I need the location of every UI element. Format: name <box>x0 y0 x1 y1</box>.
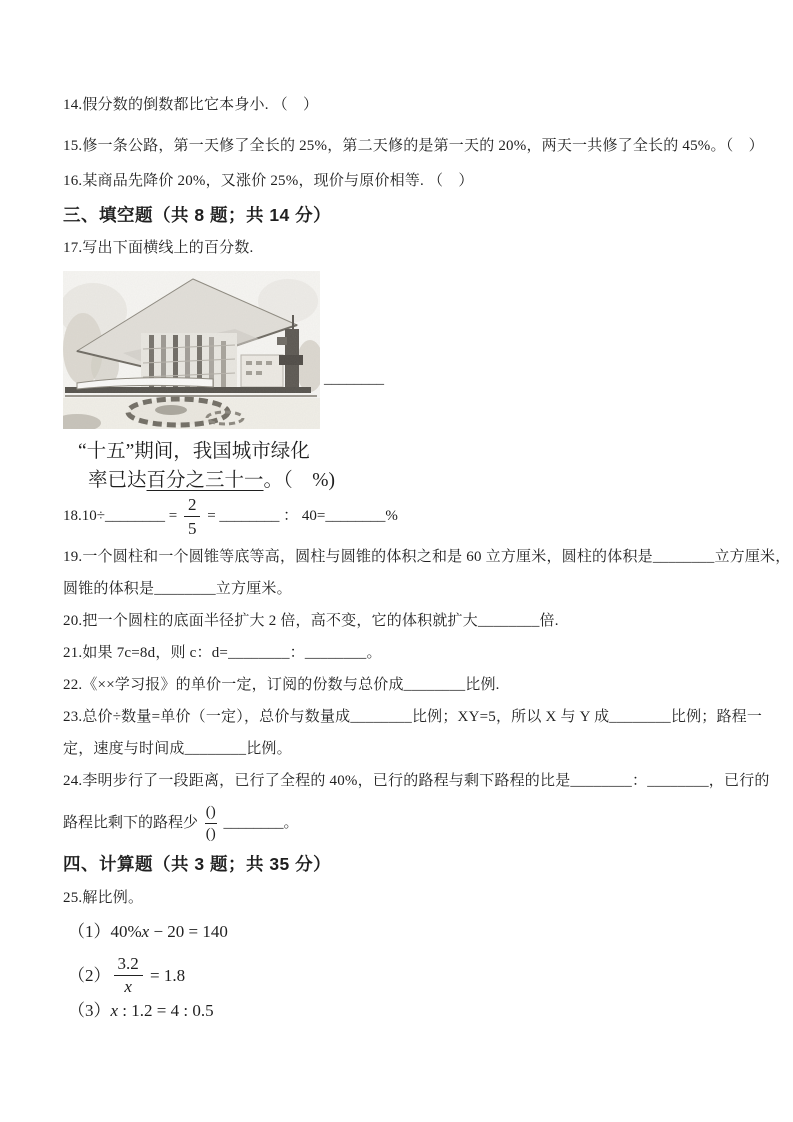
fraction-numerator: 3.2 <box>114 955 143 976</box>
question-17-figure <box>63 271 739 429</box>
fraction-two-fifths <box>184 495 201 538</box>
answer-blank-photo: ________ <box>324 371 384 387</box>
equation-2-label: （2） <box>68 965 111 985</box>
q18-prefix: 18.10÷________ = <box>63 508 181 524</box>
fraction-denominator: () <box>205 826 216 842</box>
section-4-heading: 四、计算题（共 3 题；共 35 分） <box>63 854 332 874</box>
question-22: 22.《××学习报》的单价一定，订阅的份数与总价成________比例. <box>63 677 500 693</box>
question-17: 17.写出下面横线上的百分数. <box>63 240 254 256</box>
equation-1-rest: − 20 = 140 <box>149 922 228 941</box>
question-21: 21.如果 7c=8d，则 c：d=________：________。 <box>63 645 382 661</box>
question-24-line-1: 24.李明步行了一段距离，已行了全程的 40%，已行的路程与剩下路程的比是________：________，已行的 <box>63 773 770 789</box>
caption-underlined-answer: 百分之三十一 <box>146 470 264 491</box>
photo-caption-line-1: “十五”期间，我国城市绿化 <box>78 441 310 462</box>
question-24-line-2 <box>63 804 739 843</box>
equation-2 <box>68 955 739 996</box>
caption-prefix: 率已达 <box>88 470 147 491</box>
building-photo <box>63 271 320 429</box>
caption-suffix: 。（ %) <box>263 470 336 491</box>
question-25-heading: 25.解比例。 <box>63 890 144 906</box>
question-15: 15.修一条公路，第一天修了全长的 25%，第二天修的是第一天的 20%，两天一共修了全长的 45%。（ ） <box>63 138 764 154</box>
variable-x: x <box>141 922 150 941</box>
question-14: 14.假分数的倒数都比它本身小. （ ） <box>63 97 319 113</box>
fraction-numerator: () <box>205 804 217 824</box>
equation-1-coefficient: 40% <box>110 922 142 941</box>
equation-3-label: （3） <box>68 1001 111 1020</box>
fraction-denominator: 5 <box>187 519 197 538</box>
q24-suffix: ________。 <box>219 815 299 831</box>
equation-1 <box>68 921 739 943</box>
equation-2-rest: = 1.8 <box>145 965 186 985</box>
question-19-line-1: 19.一个圆柱和一个圆锥等底等高，圆柱与圆锥的体积之和是 60 立方厘米，圆柱的体积是________立方厘米， <box>63 549 791 565</box>
equation-3 <box>68 1000 739 1022</box>
equation-3-rest: : 1.2 = 4 : 0.5 <box>118 1001 214 1020</box>
question-16: 16.某商品先降价 20%，又涨价 25%，现价与原价相等. （ ） <box>63 173 474 189</box>
question-19-line-2: 圆锥的体积是________立方厘米。 <box>63 581 292 597</box>
question-20: 20.把一个圆柱的底面半径扩大 2 倍，高不变，它的体积就扩大________倍. <box>63 613 559 629</box>
fraction-blank-parens <box>205 804 217 843</box>
fraction-numerator: 2 <box>184 495 201 517</box>
variable-x: x <box>110 1001 119 1020</box>
question-23-line-2: 定，速度与时间成________比例。 <box>63 741 292 757</box>
q18-suffix: = ________ ： 40=________% <box>203 508 398 524</box>
question-23-line-1: 23.总价÷数量=单价（一定），总价与数量成________比例；XY=5，所以 X 与 Y 成________比例；路程一 <box>63 709 763 725</box>
photo-caption-line-2 <box>88 466 739 495</box>
question-18 <box>63 495 739 538</box>
fraction-denominator-variable-x: x <box>124 977 132 996</box>
section-3-heading: 三、填空题（共 8 题；共 14 分） <box>63 205 332 225</box>
fraction-3point2-over-x <box>114 955 143 996</box>
q24-prefix: 路程比剩下的路程少 <box>63 815 202 831</box>
equation-1-label: （1） <box>68 922 111 941</box>
